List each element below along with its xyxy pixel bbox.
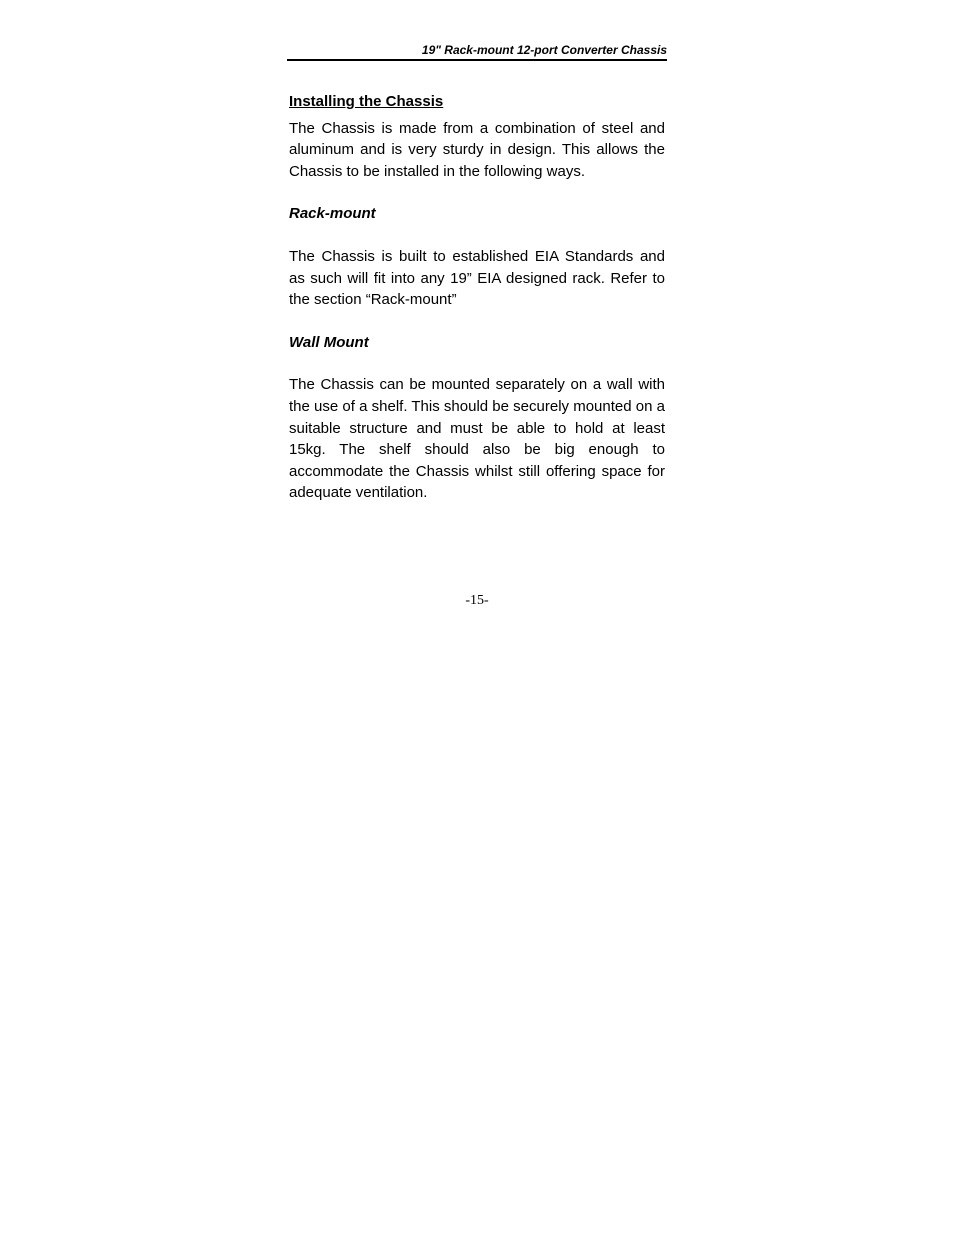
- wall-mount-heading: Wall Mount: [289, 333, 369, 351]
- page-number: -15-: [465, 593, 489, 608]
- rack-mount-paragraph: The Chassis is built to established EIA Standards and as such will fit into any 19” EIA designed rack. Refer to the section “Rack-mount”: [289, 247, 665, 309]
- header-rule: [287, 59, 667, 61]
- wall-mount-paragraph: The Chassis can be mounted separately on a wall with the use of a shelf. This should be securely mounted on a suitable structure and must be able to hold at least 15kg. The shelf should also be big enough to accommodate the Chassis whilst still offering space for adequate ventilation.: [289, 376, 665, 502]
- intro-paragraph: The Chassis is made from a combination of steel and aluminum and is very sturdy in design. This allows the Chassis to be installed in the following ways.: [289, 119, 665, 180]
- running-header: 19" Rack-mount 12-port Converter Chassis: [421, 43, 667, 57]
- rack-mount-heading: Rack-mount: [289, 205, 376, 223]
- page-content: [289, 91, 665, 504]
- section-title: Installing the Chassis: [289, 93, 444, 110]
